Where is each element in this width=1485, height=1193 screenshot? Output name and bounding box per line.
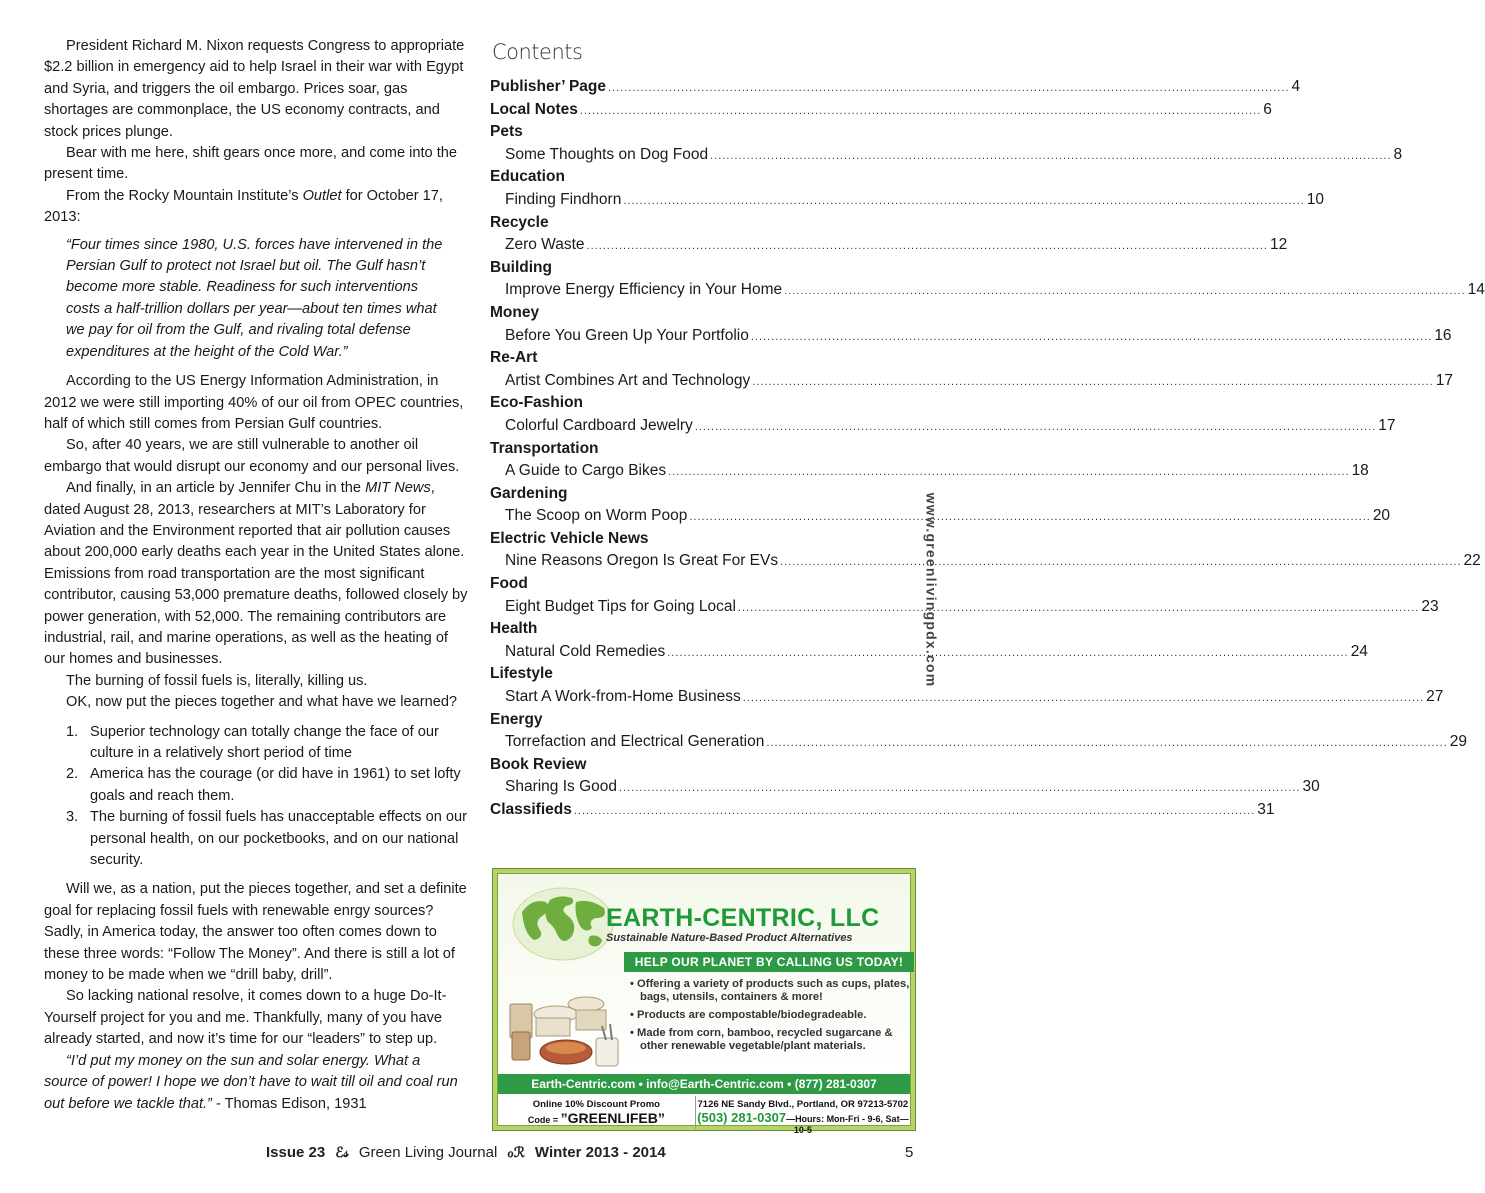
article-column	[44, 36, 468, 1115]
contents-title: Contents	[492, 40, 583, 64]
toc-leader-dots	[689, 506, 1370, 529]
earth-centric-ad[interactable]	[492, 868, 916, 1135]
toc-page-number: 12	[1269, 236, 1288, 254]
toc-category	[490, 121, 870, 144]
toc-page-number: 6	[1263, 100, 1272, 118]
toc-entry[interactable]	[490, 731, 1468, 754]
article-paragraph: Will we, as a nation, put the pieces together, and set a definite goal for replacing fossil fuels with renewable enrgy sources? Sadly, in America today, the answer too often comes down to these three words: “Follow The Money”. And there is still a lot of money to be made when we “drill baby, drill”.	[44, 881, 467, 984]
toc-label: Publisher’ Page	[490, 78, 607, 95]
website-url[interactable]: www.greenlivingpdx.com	[923, 492, 939, 688]
toc-page-number: 17	[1378, 416, 1396, 434]
toc-category	[490, 573, 870, 596]
toc-page-number: 4	[1291, 78, 1301, 95]
toc-label: Transportation	[490, 439, 599, 457]
page-footer	[0, 1144, 960, 1168]
promo-line: Online 10% Discount Promo	[532, 1099, 660, 1110]
text-span: And finally, in an article by Jennifer Chu in the	[66, 480, 366, 497]
toc-label: Classifieds	[490, 801, 572, 818]
list-text: America has the courage (or did have in 1961) to set lofty goals and reach them.	[90, 766, 461, 804]
toc-entry[interactable]	[490, 279, 1485, 302]
toc-entry[interactable]	[490, 144, 1403, 167]
toc-leader-dots	[580, 100, 1261, 123]
toc-leader-dots	[587, 235, 1268, 258]
list-item	[44, 807, 468, 871]
list-number: 2.	[66, 766, 79, 783]
toc-category	[490, 347, 870, 370]
ad-banner: HELP OUR PLANET BY CALLING US TODAY!	[624, 952, 914, 972]
toc-label: Energy	[490, 710, 543, 728]
products-image	[506, 974, 626, 1074]
article-paragraph: Bear with me here, shift gears once more, and come into the present time.	[44, 145, 457, 183]
article-paragraph: According to the US Energy Information Administration, in 2012 we were still importing 40% of our oil from OPEC countries, half of which still comes from Persian Gulf countries.	[44, 373, 464, 432]
ad-bullet: • Made from corn, bamboo, recycled sugarcane & other renewable vegetable/plant materials.	[630, 1027, 893, 1052]
toc-label: Some Thoughts on Dog Food	[505, 145, 709, 163]
quote-attribution: - Thomas Edison, 1931	[211, 1095, 367, 1112]
promo-code-label: Code =	[527, 1115, 561, 1125]
toc-page-number: 10	[1306, 190, 1325, 208]
toc-label: Re-Art	[490, 349, 538, 367]
toc-label: The Scoop on Worm Poop	[505, 507, 688, 525]
toc-category	[490, 483, 870, 506]
promo-code-line	[498, 1110, 695, 1126]
toc-label: Lifestyle	[490, 665, 553, 683]
toc-label: Eco-Fashion	[490, 394, 584, 412]
toc-page-number: 30	[1302, 778, 1320, 796]
toc-entry[interactable]	[490, 99, 1272, 122]
toc-label: A Guide to Cargo Bikes	[505, 462, 667, 480]
toc-label: Torrefaction and Electrical Generation	[505, 733, 765, 751]
toc-leader-dots	[780, 551, 1461, 574]
list-item	[44, 722, 468, 765]
toc-label: Local Notes	[490, 100, 578, 118]
ornament-left-icon: ℰ𝓈	[335, 1144, 349, 1160]
toc-entry[interactable]	[490, 325, 1452, 348]
toc-category	[490, 257, 870, 280]
toc-label: Electric Vehicle News	[490, 529, 649, 547]
quote-text: “I’d put my money on the sun and solar energy. What a source of power! I hope we don’t have to wait till oil and coal run out before we tackle that.”	[44, 1052, 458, 1112]
article-paragraph: The burning of fossil fuels is, literally, killing us.	[66, 672, 368, 689]
toc-entry[interactable]	[490, 641, 1368, 664]
toc-label: Recycle	[490, 213, 549, 231]
toc-label: Before You Green Up Your Portfolio	[505, 326, 749, 344]
ad-bullet-list	[630, 978, 915, 1058]
ad-tagline: Sustainable Nature-Based Product Alternatives	[606, 932, 853, 944]
toc-category	[490, 663, 870, 686]
toc-page-number: 24	[1350, 642, 1368, 660]
toc-leader-dots	[784, 280, 1465, 303]
toc-page-number: 18	[1351, 462, 1369, 480]
article-paragraph	[44, 478, 468, 671]
list-text: The burning of fossil fuels has unacceptable effects on our personal health, on our pocketbooks, and on our national security.	[90, 809, 467, 869]
ad-company-name: EARTH-CENTRIC, LLC	[606, 904, 880, 932]
toc-label: Nine Reasons Oregon Is Great For EVs	[505, 552, 779, 570]
toc-leader-dots	[574, 800, 1255, 823]
toc-entry[interactable]	[490, 234, 1288, 257]
toc-category	[490, 438, 870, 461]
ornament-right-icon: ℴℛ	[507, 1144, 525, 1160]
toc-entry[interactable]	[490, 189, 1325, 212]
toc-leader-dots	[743, 687, 1424, 710]
journal-name: Green Living Journal	[358, 1144, 498, 1161]
article-paragraph	[44, 186, 468, 229]
list-item	[44, 764, 468, 807]
toc-label: Zero Waste	[505, 236, 585, 254]
toc-label: Eight Budget Tips for Going Local	[505, 597, 736, 615]
toc-category	[490, 392, 870, 415]
toc-page-number: 20	[1372, 507, 1391, 525]
toc-entry[interactable]	[490, 686, 1444, 709]
ad-bottom	[498, 1096, 910, 1135]
toc-page-number: 8	[1393, 145, 1403, 163]
toc-label: Start A Work-from-Home Business	[505, 688, 741, 706]
toc-leader-dots	[623, 190, 1304, 213]
publication-title: Outlet	[302, 187, 342, 204]
numbered-list	[44, 722, 468, 872]
toc-entry[interactable]	[490, 370, 1453, 393]
ad-contact-bar[interactable]: Earth-Centric.com • info@Earth-Centric.com • (877) 281-0307	[498, 1074, 910, 1094]
text-span: , dated August 28, 2013, researchers at MIT’s Laboratory for Aviation and the Environment reported that air pollution causes about 200,000 early deaths each year in the United States alone. Emissions from road transportation are the most significant contributor, causing 53,000 premature deaths, followed closely by power generation, with 52,000. The remaining contributors are industrial, rail, and marine operations, as well as the heating of our homes and businesses.	[44, 480, 468, 668]
toc-entry[interactable]	[490, 505, 1391, 528]
toc-leader-dots	[751, 326, 1432, 349]
article-paragraph: So lacking national resolve, it comes down to a huge Do-It-Yourself project for you and me. Thankfully, many of you have already started, and now it’s time for our “leaders” to step up.	[44, 988, 447, 1048]
list-text: Superior technology can totally change the face of our culture in a relatively short period of time	[90, 723, 439, 761]
toc-category	[490, 166, 870, 189]
toc-entry[interactable]	[490, 76, 1301, 99]
phone-number: (503) 281-0307	[697, 1110, 787, 1125]
toc-page-number: 17	[1435, 371, 1453, 389]
toc-leader-dots	[668, 461, 1349, 484]
toc-leader-dots	[608, 77, 1289, 100]
toc-page-number: 16	[1434, 326, 1452, 344]
text-span: for October 17, 2013:	[44, 187, 443, 226]
toc-page-number: 31	[1257, 801, 1275, 818]
toc-entry[interactable]	[490, 460, 1369, 483]
toc-label: Pets	[490, 123, 523, 141]
page-number: 5	[905, 1144, 914, 1161]
toc-page-number: 23	[1421, 597, 1439, 615]
footer-center	[266, 1144, 666, 1161]
toc-label: Gardening	[490, 484, 568, 502]
globe-icon	[508, 878, 618, 968]
toc-entry[interactable]	[490, 596, 1439, 619]
toc-label: Building	[490, 258, 552, 276]
toc-category	[490, 618, 870, 641]
list-number: 3.	[66, 809, 79, 826]
article-paragraph: So, after 40 years, we are still vulnerable to another oil embargo that would disrupt our economy and our personal lives.	[44, 437, 460, 475]
publication-title: MIT News	[365, 480, 431, 497]
toc-label: Colorful Cardboard Jewelry	[505, 416, 693, 434]
toc-page-number: 22	[1463, 552, 1481, 570]
promo-code: ”GREENLIFEB”	[560, 1110, 665, 1126]
toc-entry[interactable]	[490, 415, 1396, 438]
toc-page-number: 27	[1426, 688, 1444, 706]
hours: —Hours: Mon-Fri - 9-6, Sat—10-5	[786, 1114, 909, 1135]
article-paragraph: OK, now put the pieces together and what have we learned?	[66, 694, 458, 711]
toc-leader-dots	[667, 642, 1348, 665]
toc-label: Education	[490, 168, 565, 186]
toc-label: Money	[490, 303, 540, 321]
toc-entry[interactable]	[490, 550, 1481, 573]
toc-label: Health	[490, 620, 538, 638]
text-span: From the Rocky Mountain Institute’s	[66, 187, 303, 204]
ad-inner	[497, 873, 911, 1135]
toc-category	[490, 754, 870, 777]
ad-bullet: • Offering a variety of products such as cups, plates, bags, utensils, containers & more!	[630, 978, 910, 1003]
toc-entry[interactable]	[490, 799, 1275, 822]
side-url	[918, 490, 944, 690]
toc-leader-dots	[710, 145, 1391, 168]
toc-leader-dots	[766, 732, 1447, 755]
ad-bullet: • Products are compostable/biodegradeable.	[630, 1009, 867, 1021]
season: Winter 2013 - 2014	[534, 1144, 666, 1161]
toc-label: Improve Energy Efficiency in Your Home	[505, 281, 783, 299]
toc-label: Natural Cold Remedies	[505, 642, 666, 660]
toc-label: Artist Combines Art and Technology	[505, 371, 751, 389]
ad-promo	[498, 1096, 696, 1129]
toc-category	[490, 302, 870, 325]
toc-leader-dots	[619, 777, 1300, 800]
toc-entry[interactable]	[490, 776, 1320, 799]
block-quote: “Four times since 1980, U.S. forces have intervened in the Persian Gulf to protect not Israel but oil. The Gulf hasn’t become more stable. Readiness for such interventions costs a half-trillion dollars per year—about ten times what we pay for oil from the Gulf, and rivaling total defense expenditures at the height of the Cold War.”	[66, 236, 443, 360]
toc-label: Finding Findhorn	[505, 190, 622, 208]
toc-page-number: 29	[1449, 733, 1468, 751]
issue-number: Issue 23	[266, 1144, 326, 1161]
toc-leader-dots	[752, 371, 1433, 394]
edison-quote	[44, 1051, 468, 1115]
address-line: 7126 NE Sandy Blvd., Portland, OR 97213-5702	[697, 1099, 909, 1110]
toc-category	[490, 709, 870, 732]
toc-leader-dots	[738, 597, 1419, 620]
list-number: 1.	[66, 723, 79, 740]
ad-address	[696, 1096, 910, 1135]
toc-leader-dots	[695, 416, 1376, 439]
toc-label: Sharing Is Good	[505, 778, 618, 796]
toc-category	[490, 212, 870, 235]
toc-label: Book Review	[490, 755, 587, 773]
article-paragraph: President Richard M. Nixon requests Congress to appropriate $2.2 billion in emergency aid to help Israel in their war with Egypt and Syria, and triggers the oil embargo. Prices soar, gas shortages are commonplace, the US economy contracts, and stock prices plunge.	[44, 38, 465, 140]
toc-category	[490, 528, 870, 551]
toc-page-number: 14	[1467, 281, 1485, 299]
toc-label: Food	[490, 575, 528, 593]
